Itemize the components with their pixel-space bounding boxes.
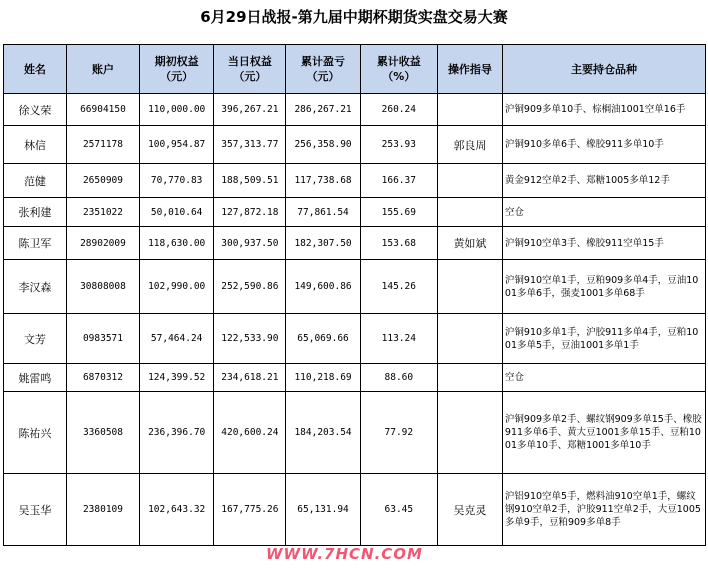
table-row [4, 94, 706, 126]
advisor-name [437, 260, 502, 314]
trader-name: 林信 [4, 126, 67, 164]
initial-equity: 100,954.87 [140, 126, 214, 164]
column-header: 期初权益 （元） [140, 45, 214, 94]
trader-name: 吴玉华 [4, 474, 67, 546]
cumulative-pnl: 149,600.86 [286, 260, 360, 314]
account-number: 6870312 [66, 364, 139, 392]
column-header: 姓名 [4, 45, 67, 94]
current-equity: 167,775.26 [214, 474, 286, 546]
trader-name: 徐义荣 [4, 94, 67, 126]
header-row [4, 45, 706, 94]
cumulative-return: 145.26 [360, 260, 437, 314]
advisor-name [437, 94, 502, 126]
initial-equity: 50,010.64 [140, 198, 214, 227]
holdings-cell: 沪铝910空单5手，燃料油910空单1手，螺纹钢910空单2手，沪胶911空单2手，大豆1005多单9手，豆粕909多单8手 [502, 474, 705, 546]
account-number: 3360508 [66, 392, 139, 474]
initial-equity: 118,630.00 [140, 227, 214, 260]
holdings-cell: 空仓 [502, 198, 705, 227]
column-header: 账户 [66, 45, 139, 94]
trader-name: 李汉森 [4, 260, 67, 314]
current-equity: 420,600.24 [214, 392, 286, 474]
advisor-name: 郭良周 [437, 126, 502, 164]
cumulative-return: 113.24 [360, 314, 437, 364]
advisor-name [437, 364, 502, 392]
account-number: 30808008 [66, 260, 139, 314]
cumulative-pnl: 77,861.54 [286, 198, 360, 227]
current-equity: 127,872.18 [214, 198, 286, 227]
cumulative-return: 253.93 [360, 126, 437, 164]
advisor-name: 黄如斌 [437, 227, 502, 260]
table-row [4, 260, 706, 314]
cumulative-return: 260.24 [360, 94, 437, 126]
current-equity: 188,509.51 [214, 164, 286, 198]
initial-equity: 57,464.24 [140, 314, 214, 364]
holdings-cell: 沪铜910多单6手、橡胶911多单10手 [502, 126, 705, 164]
current-equity: 396,267.21 [214, 94, 286, 126]
column-header: 当日权益 （元） [214, 45, 286, 94]
initial-equity: 70,770.83 [140, 164, 214, 198]
initial-equity: 110,000.00 [140, 94, 214, 126]
table-row [4, 314, 706, 364]
initial-equity: 124,399.52 [140, 364, 214, 392]
trader-name: 姚雷鸣 [4, 364, 67, 392]
column-header: 操作指导 [437, 45, 502, 94]
holdings-cell: 沪铜909多单2手、螺纹钢909多单15手、橡胶911多单6手、黄大豆1001多单15手、豆粕1001多单10手、郑糖1001多单10手 [502, 392, 705, 474]
cumulative-pnl: 256,358.90 [286, 126, 360, 164]
cumulative-pnl: 65,131.94 [286, 474, 360, 546]
trader-name: 陈祐兴 [4, 392, 67, 474]
cumulative-pnl: 286,267.21 [286, 94, 360, 126]
cumulative-return: 88.60 [360, 364, 437, 392]
account-number: 2571178 [66, 126, 139, 164]
cumulative-pnl: 65,069.66 [286, 314, 360, 364]
table-row [4, 364, 706, 392]
initial-equity: 236,396.70 [140, 392, 214, 474]
current-equity: 252,590.86 [214, 260, 286, 314]
advisor-name: 吴克灵 [437, 474, 502, 546]
holdings-cell: 沪铜909多单10手、棕榈油1001空单16手 [502, 94, 705, 126]
trader-name: 张利建 [4, 198, 67, 227]
trader-name: 文芳 [4, 314, 67, 364]
table-row [4, 392, 706, 474]
advisor-name [437, 314, 502, 364]
table-row [4, 126, 706, 164]
holdings-cell: 沪铜910空单3手、橡胶911空单15手 [502, 227, 705, 260]
column-header: 累计收益 （%） [360, 45, 437, 94]
trader-name: 范健 [4, 164, 67, 198]
cumulative-return: 63.45 [360, 474, 437, 546]
page-title: 6月29日战报-第九届中期杯期货实盘交易大赛 [200, 8, 508, 26]
cumulative-return: 166.37 [360, 164, 437, 198]
table-row [4, 198, 706, 227]
column-header: 累计盈亏 （元） [286, 45, 360, 94]
table-row [4, 227, 706, 260]
account-number: 28902009 [66, 227, 139, 260]
holdings-cell: 沪铜910多单1手，沪胶911多单4手，豆粕1001多单5手，豆油1001多单1手 [502, 314, 705, 364]
cumulative-return: 77.92 [360, 392, 437, 474]
cumulative-pnl: 117,738.68 [286, 164, 360, 198]
account-number: 0983571 [66, 314, 139, 364]
cumulative-return: 153.68 [360, 227, 437, 260]
advisor-name [437, 198, 502, 227]
table-row [4, 164, 706, 198]
account-number: 2380109 [66, 474, 139, 546]
table-row [4, 474, 706, 546]
results-table [3, 44, 706, 546]
cumulative-return: 155.69 [360, 198, 437, 227]
current-equity: 300,937.50 [214, 227, 286, 260]
cumulative-pnl: 110,218.69 [286, 364, 360, 392]
initial-equity: 102,990.00 [140, 260, 214, 314]
account-number: 2351022 [66, 198, 139, 227]
cumulative-pnl: 184,203.54 [286, 392, 360, 474]
holdings-cell: 沪铜910空单1手，豆粕909多单4手，豆油1001多单6手，强麦1001多单68手 [502, 260, 705, 314]
trader-name: 陈卫军 [4, 227, 67, 260]
holdings-cell: 黄金912空单2手、郑糖1005多单12手 [502, 164, 705, 198]
cumulative-pnl: 182,307.50 [286, 227, 360, 260]
account-number: 2650909 [66, 164, 139, 198]
site-watermark: WWW.7HCN.COM [266, 545, 423, 563]
advisor-name [437, 164, 502, 198]
column-header: 主要持仓品种 [502, 45, 705, 94]
current-equity: 357,313.77 [214, 126, 286, 164]
holdings-cell: 空仓 [502, 364, 705, 392]
advisor-name [437, 392, 502, 474]
current-equity: 234,618.21 [214, 364, 286, 392]
initial-equity: 102,643.32 [140, 474, 214, 546]
current-equity: 122,533.90 [214, 314, 286, 364]
account-number: 66904150 [66, 94, 139, 126]
